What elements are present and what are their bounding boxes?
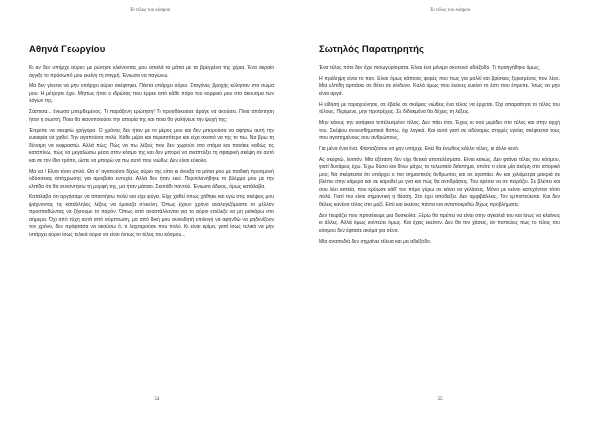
paragraph: Ας σκεφτώ, λοιπόν. Μία εξέταση δεν είχε θετικά αποτελέσματα. Είναι κακώς. Δεν φτάνει τέλος του κόσμου, γιατί δυνάμεις έχω. Έχω δύσει και δίνω μάχες το τελευταίο διάστημα, οπότε τι είναι μία ακόμη στο ιστορικό μου; Να σκέφτεσαι ότι υπάρχει ο πιο σημαντικός άνθρωπος και σε αγαπάει. Αν και χιλιόμετρα μακριά σε βλέπει στην κάμερα και σε καροδεί με γνα και πώς θα αντιδράσεις. Του αρέσει να σε πειράζει. Σε βλέπει και σου λέει αστεία, που κρύωσε κάθ’ τον πόρο γύρω σε κάνει να γελάσεις. Μόνο με κείνοι κατεχόνταν τόσο πολύ. Γιατί του είναι σημαντική η θέαση. Στο έχει αποδείξει. Δεν αμφιβάλλεις. Τον εμπιστεύεσαι. Και δεν θέλεις κανένα τέλος στο μαζί. Εσύ και εκείνος πάντα και ανταποκριθώ δίχως προβλήματα. (319, 156, 560, 208)
paragraph: Σάστισα... ένιωσα μπερδεμένος. Τι παράξενη ερώτηση! Τι προσδοκούσε άραγε να ακούσει. Ποια απάντηση ήταν η σωστή; Ποια θα ικανοποιούσε την απορία της και ποια θα γαλήνευε την ψυχή της; (29, 109, 274, 123)
chapter-body (319, 65, 560, 246)
paragraph: Μα δεν γίνεται να μην υπάρχει αύριο σκέφτηκα. Πάντα υπάρχει αύριο. Σταγόνες βροχής κύλησαν στο σώμα μου. Η μέτρησε έχει. Μήπως ήταν ο ιδρώτας που έρρεε από κάθε πόρο του κορμιού μου στο άκουσμα των λόγων της. (29, 83, 274, 105)
paragraph: Μα να ! Είναι τόσο απλό. Θα σ’ αγαπούσα δίχως αύριο της είπα κι άνοιξα τα μάτια μου με παιδική προσμονή οδύσσειας απόχρωσης για αμοιβαία ευτυχία. Αλλά δεν ήταν εκεί. Περιπλανήθηκε το βλέμμα μου με την ελπίδα ότι θα συναντήσω τη μορφή της, μα ήταν μάταιο. Σκοτάδι παντού. Ένιωσα άδειος, όμως κατάλαβα. (29, 168, 274, 190)
chapter-body (29, 65, 274, 239)
paragraph: Μία αναποδιά δεν σημαίνει τέλεια και μα αδιέξοδο. (319, 238, 432, 245)
paragraph: Ένα τέλος πότε δεν έχει πισωγυρίσματα. Είναι ένα μόνιμο σκοτεινό αδιέξοδο. Τι προηγήθηκε όμως; (319, 65, 540, 71)
running-head: Το τέλος του κόσμου (129, 8, 171, 13)
paragraph: Για μένα έναι ένα. Φανταζόσου να μην υπήρχε. Εκεί θα ένωθεις κάλλο τέλος, κι άλλο κενό. (319, 146, 520, 153)
page-number: 55 (437, 397, 443, 402)
running-head: Το τέλος του κόσμου (429, 8, 471, 13)
page-number: 54 (154, 397, 160, 402)
paragraph: Έπρεπε να σκεφτώ γρήγορα. Ο χρόνος δεν ήταν με το μέρος μου και δεν μπορούσα να αφήσω αυτή την ευκαιρία να χαθεί. Την αγαπούσα πολύ. Κάθε μέρα και περισσότερο και είχα σκοπό να της το πω. Να βρω τη δύναμη να εκφραστώ. Αλλά πώς; Πώς να πω λέξεις που δεν χωρούν στο στόμα και πανάκε καθώς τις καταπίνω, πώς να μεγαλώσω μέσα στον κόσμο της και δεν μπορεί να αναπτύξει τη σφαιρική σκέψη σε αυτό και σε τον ίδιο τρόπο, ώστε να μπορώ να πω αυτό που νιώθω; Δεν είναι εύκολο. (29, 127, 274, 164)
right-page (300, 0, 600, 424)
paragraph: Κατάλαβα ότι αργήσαμε να απαντήσω πολύ και είχε φύγει. Είχε χαθεί όπως χάθηκε και εγώ στις σκέψεις μου ψάχνοντας τις κατάλληλες λέξεις να έμοιαζα σ'εκείνη. Όπως έχουν χρόνο αναλογιζόμαστε το μέλλον προσπαθώντας να ζήσουμε το παρόν. Όπως από αναστάλλονται για το αύριο επέλεξε να μη ρισκάρω στο σήμερα. Όχι από τύχη αυτά από σύμπτωση, μα από δική μου συνειδητή επιλογή να αφηνθώ να μηδενίζουν τον χρόνο, δεν πρόφτασα να ακούσω ό, τι λαχταρούσε που πολύ. Κι είναι κρίμα, γιατί ίσως τελικά να μην υπάρχει αύριο ίσως τελικά αύριο να είναι όντως το τέλος του κόσμου... (29, 194, 274, 238)
chapter-author-title: Αθηνά Γεωργίου (29, 44, 106, 55)
paragraph: Κι αν δεν υπήρχε αύριο; με ρώτησε κλείνοντας μου απαλά τα μάτια με τα βρεγμένα της χέρια. Ένα ακραίο άγγιξε το πρόσωπό μου εκείνη τη στιγμή. Ένιωσα να παγώνω. (29, 65, 274, 79)
paragraph: Η είδηση με ταραχούνησε, σε έβαλε σε σκέψεις νιώθεις ένα τέλος να έρχεται. Όχι απαραίτητα το τέλος του τέλους. Περίμενε, μην προτρέχεις. Σε διδακμένα θα δέχεις τη λέξεις. (319, 101, 560, 116)
paragraph: Μην κάνεις την ασάφεια τεπέλεσμόνο τέλος. Δεν πάει έτσι. Έχεις κι σού μερίδιο στο τέλος και στην αρχή του. Σκέψου συνεισθηματικά θαπω, όχι λογικά. Και αυτό γιατί σε αδύναμες στιγμές υγείας σκέφτεσαι τους που αγαπημένους σου ανθρώπους. (319, 120, 560, 142)
paragraph: Η πράληψη είναι το παν. Είναι όμως κάποιος φορές που πως για μαλλί και βρίσκεις ξυρισμένος που λένε. Μία ελπίδη αρπάσει σε θέτει σε κίνδυνο. Καλά όμως που έκανες ευκίνο το έστι που έπρεπε. Ίσως να μην είναι αργά. (319, 75, 560, 97)
paragraph: Δεν πειράζει που προσέκειμε μια δυσκολία. Ξέρω θα πρέπει να είναι στην αγκαλιά του και ίσως να κλαίνεις κι άλλες. Αλλά όμως κοντεύει όμως. Και έχεις εκείνον. Δεν θα τον χάσεις, αν πιστεύεις πως το τέλος του κόσμου δεν έφτασε ακόμα για σένα. (319, 212, 560, 234)
chapter-author-title: Σωτηλός Παρατηρητής (319, 44, 425, 55)
